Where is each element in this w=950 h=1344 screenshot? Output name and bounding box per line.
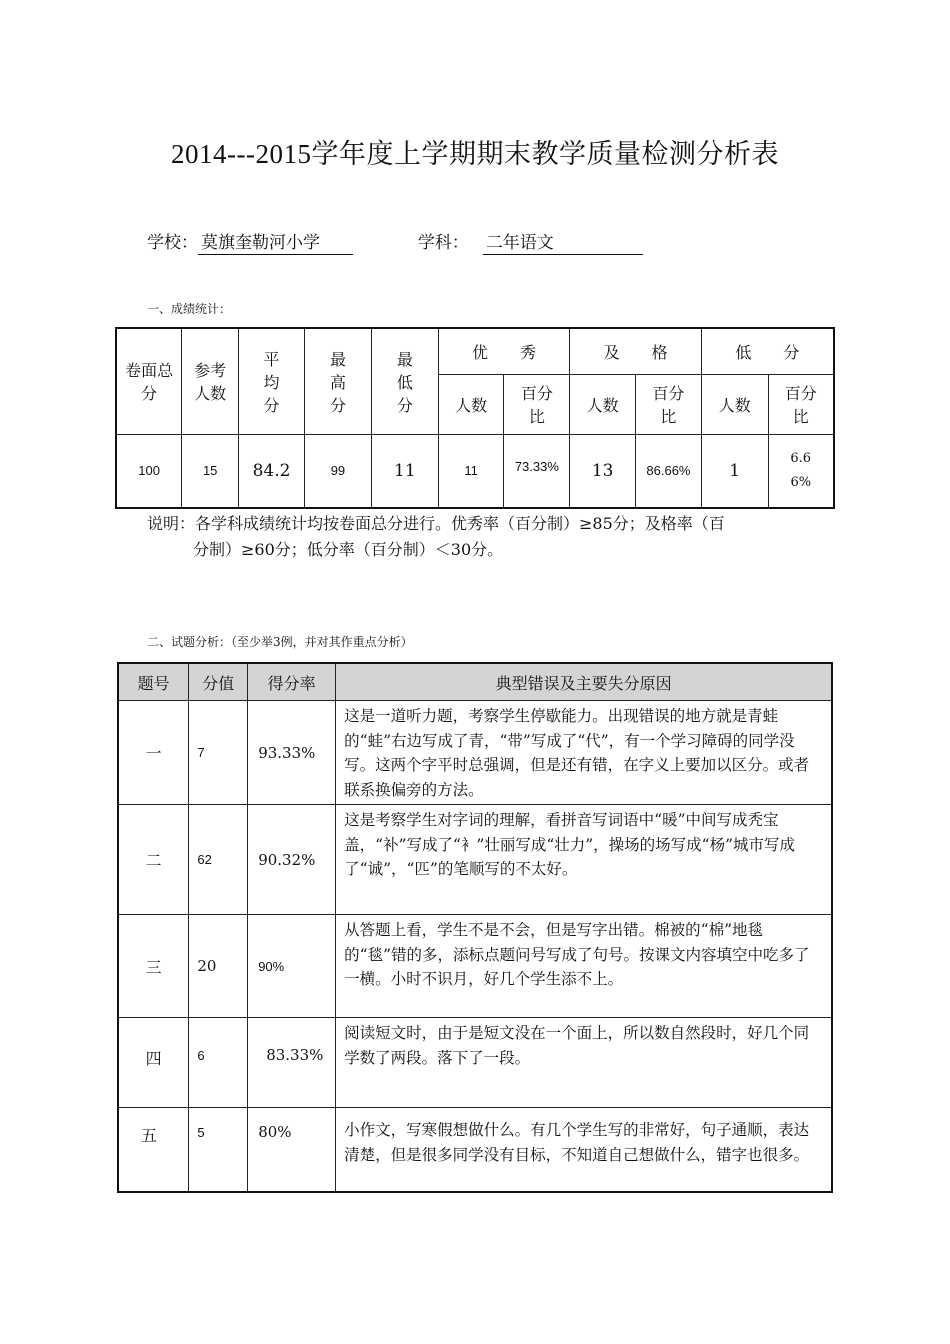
question-no: 一 [118,701,189,805]
question-score: 6 [189,1018,248,1108]
note-line-2: 分制）≥60分；低分率（百分制）＜30分。 [193,540,504,559]
school-label: 学校： [147,233,198,253]
page-title: 2014---2015学年度上学期期末教学质量检测分析表 [171,139,779,169]
question-no: 四 [118,1018,189,1108]
question-rate: 90% [248,915,336,1018]
value-pass-count: 13 [570,434,636,508]
table-row [118,1018,832,1108]
value-pass-percent: 86.66% [636,434,702,508]
question-reason: 这是考察学生对字词的理解，看拼音写词语中“暖”中间写成秃宝盖，“补”写成了“衤”壮丽写成“壮力”，操场的场写成“杨”城市写成了“诚”，“匹”的笔顺写的不太好。 [336,805,832,915]
header-low-percent: 百分比 [768,374,834,434]
question-reason: 阅读短文时，由于是短文没在一个面上，所以数自然段时，好几个同学数了两段。落下了一段。 [336,1018,832,1108]
value-total: 100 [116,434,182,508]
subject-value: 二年语文 [483,228,643,255]
value-participants: 15 [182,434,239,508]
header-excellent: 优 秀 [438,328,570,374]
question-rate: 80% [248,1108,336,1192]
header-pass: 及 格 [570,328,702,374]
school-value: 莫旗奎勒河小学 [198,228,353,255]
subject-label: 学科： [417,233,469,253]
header-participants: 参考人数 [182,328,239,434]
question-rate: 93.33% [248,701,336,805]
header-excellent-count: 人数 [438,374,504,434]
section2-heading: 二、试题分析： [147,635,232,649]
question-reason: 小作文，写寒假想做什么。有几个学生写的非常好，句子通顺，表达清楚，但是很多同学没有目标，不知道自己想做什么，错字也很多。 [336,1108,832,1192]
value-max: 99 [305,434,372,508]
score-stats-table [115,327,835,509]
question-no: 五 [118,1108,189,1192]
question-rate: 90.32% [248,805,336,915]
section1-heading: 一、成绩统计： [147,302,232,316]
header-low-count: 人数 [701,374,768,434]
question-reason: 从答题上看，学生不是不会，但是写字出错。棉被的“棉”地毯的“毯”错的多，添标点题问号写成了句号。按课文内容填空中吃多了一横。小时不识月，好几个学生添不上。 [336,915,832,1018]
header-reason: 典型错误及主要失分原因 [336,663,832,701]
question-analysis-table [117,662,833,1193]
header-min: 最低分 [371,328,438,434]
question-no: 二 [118,805,189,915]
stats-note [147,511,827,563]
header-pass-count: 人数 [570,374,636,434]
header-low: 低 分 [701,328,834,374]
question-score: 5 [189,1108,248,1192]
value-low-count: 1 [701,434,768,508]
header-max: 最高分 [305,328,372,434]
header-rate: 得分率 [248,663,336,701]
question-reason: 这是一道听力题，考察学生停歇能力。出现错误的地方就是青蛙的“蛙”右边写成了青，“带”写成了“代”，有一个学习障碍的同学没写。这两个字平时总强调，但是还有错，在字义上要加以区分。或者联系换偏旁的方法。 [336,701,832,805]
table-row [118,1108,832,1192]
value-excellent-percent: 73.33% [504,434,570,508]
value-low-percent: 6.66% [768,434,834,508]
section2-subheading: （至少举3例，并对其作重点分析） [231,635,413,649]
value-min: 11 [371,434,438,508]
table-row [118,915,832,1018]
table-row [118,701,832,805]
header-average: 平均分 [239,328,305,434]
header-total: 卷面总分 [116,328,182,434]
value-average: 84.2 [239,434,305,508]
form-meta [147,228,643,255]
header-pass-percent: 百分比 [636,374,702,434]
question-score: 62 [189,805,248,915]
section2-heading-wrap [147,633,413,650]
note-line-1: 说明：各学科成绩统计均按卷面总分进行。优秀率（百分制）≥85分；及格率（百 [147,514,725,533]
header-excellent-percent: 百分比 [504,374,570,434]
value-excellent-count: 11 [438,434,504,508]
header-score: 分值 [189,663,248,701]
question-rate: 83.33% [248,1018,336,1108]
question-score: 20 [189,915,248,1018]
table-row [118,805,832,915]
question-no: 三 [118,915,189,1018]
question-score: 7 [189,701,248,805]
header-question-no: 题号 [118,663,189,701]
